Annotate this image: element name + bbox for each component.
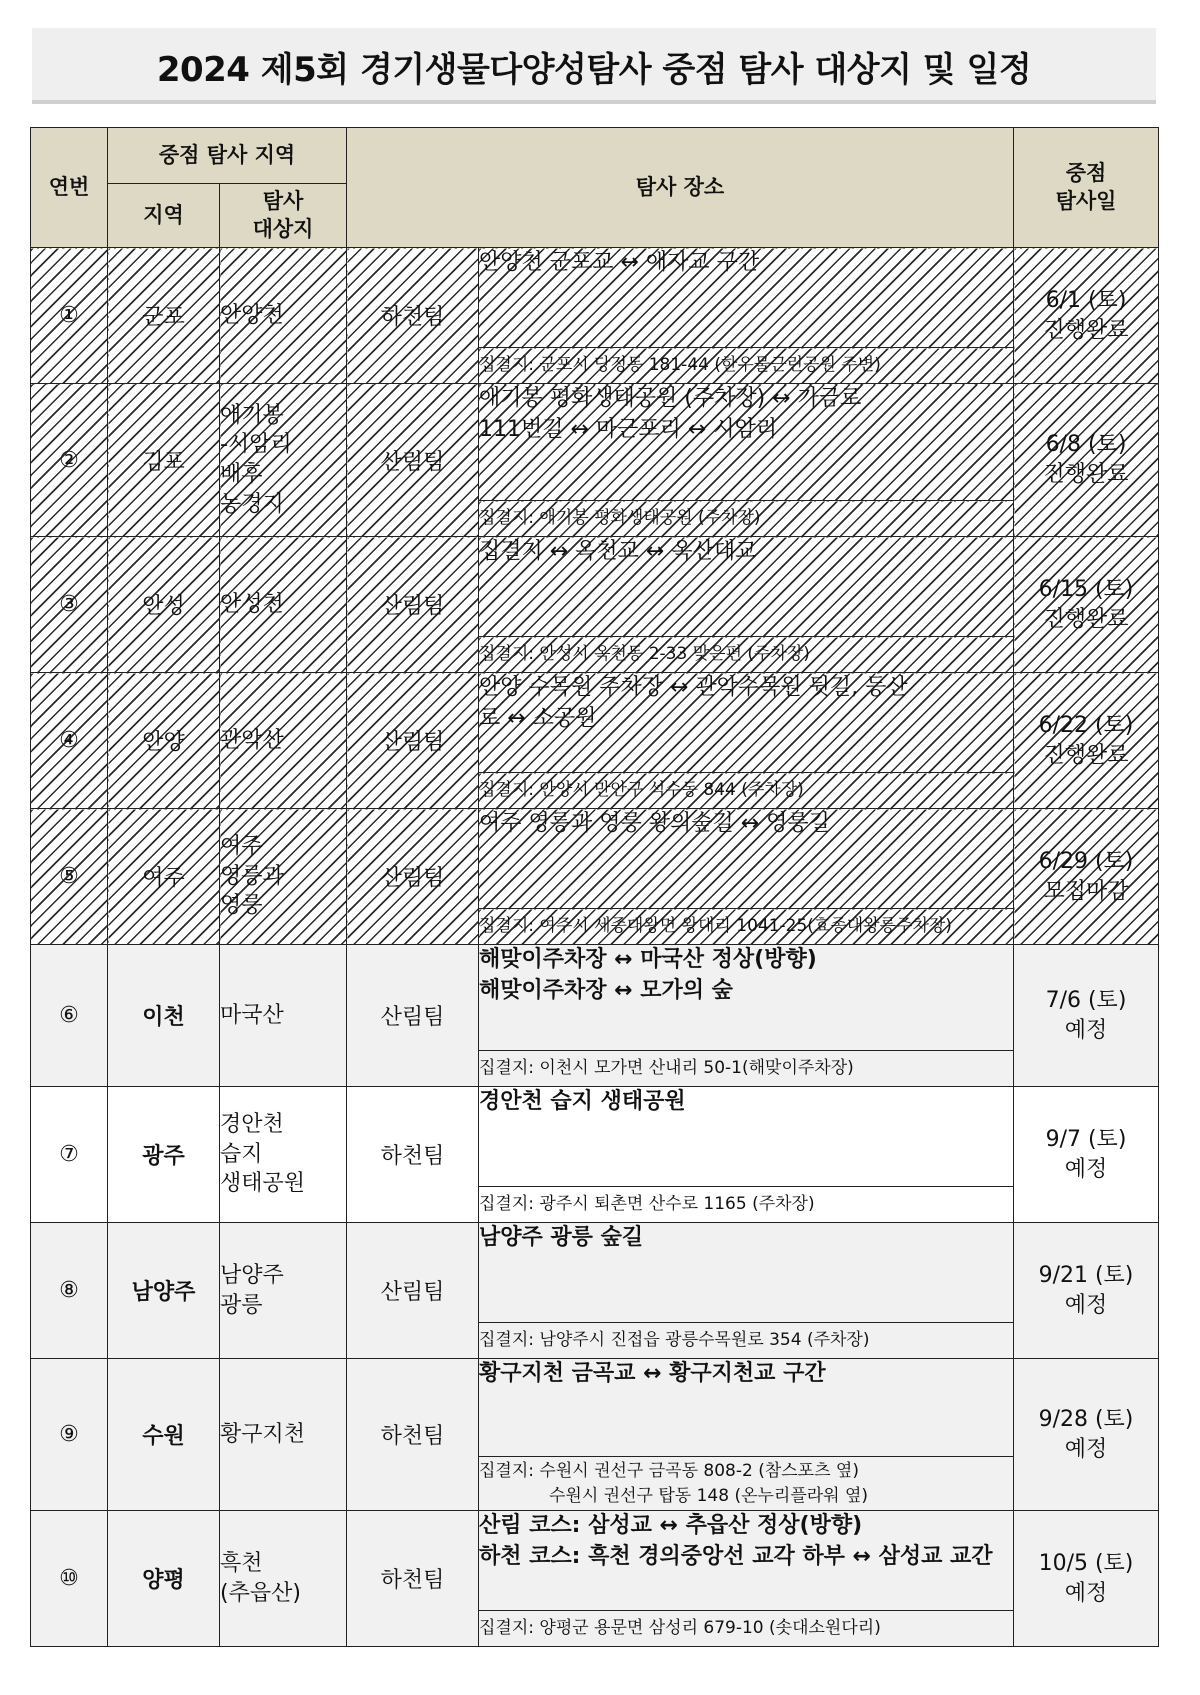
status-text: 진행완료 <box>1043 606 1129 632</box>
region-cell: 안성 <box>108 537 220 673</box>
date-cell <box>1014 1223 1159 1359</box>
meeting-point-cell <box>479 1323 1014 1359</box>
meeting-point-cell <box>479 909 1014 945</box>
date-cell <box>1014 1511 1159 1647</box>
date-cell <box>1014 1359 1159 1511</box>
region-cell: 광주 <box>108 1087 220 1223</box>
date-text: 9/7 (토) <box>1045 1126 1127 1152</box>
schedule-table <box>30 127 1159 1647</box>
row-number: ⑦ <box>31 1087 108 1223</box>
route-cell <box>479 809 1014 909</box>
route-line: 해맞이주차장 ↔ 모가의 숲 <box>479 977 733 1003</box>
table-row <box>31 1511 1159 1611</box>
date-cell <box>1014 1087 1159 1223</box>
date-cell <box>1014 945 1159 1087</box>
target-cell: 남양주 광릉 <box>220 1223 347 1359</box>
route-line: 산림 코스: 삼성교 ↔ 추읍산 정상(방향) <box>479 1513 863 1538</box>
row-number: ⑤ <box>31 809 108 945</box>
status-text: 예정 <box>1064 1292 1108 1318</box>
status-text: 진행완료 <box>1043 462 1129 487</box>
team-cell: 산림팀 <box>347 1223 479 1359</box>
meeting-point-line: 집결지: 이천시 모가면 산내리 50-1(해맞이주차장) <box>479 1058 854 1079</box>
date-text: 6/1 (토) <box>1045 287 1127 313</box>
target-cell: 마국산 <box>220 945 347 1087</box>
meeting-point-cell <box>479 1187 1014 1223</box>
team-cell: 산림팀 <box>347 384 479 537</box>
region-cell: 김포 <box>108 384 220 537</box>
row-number: ⑨ <box>31 1359 108 1511</box>
header-date: 중점 탐사일 <box>1014 128 1159 248</box>
target-cell: 여주 영릉과 영릉 <box>220 809 347 945</box>
meeting-point-line: 집결지: 안양시 만안구 석수동 844 (주차장) <box>479 780 804 801</box>
target-cell: 경안천 습지 생태공원 <box>220 1087 347 1223</box>
team-cell: 산림팀 <box>347 945 479 1087</box>
date-text: 7/6 (토) <box>1045 987 1127 1013</box>
date-text: 9/28 (토) <box>1038 1406 1134 1432</box>
route-cell <box>479 1511 1014 1611</box>
route-line: 안양 수목원 주차장 ↔ 관악수목원 뒷길, 등산 <box>479 675 908 700</box>
status-text: 예정 <box>1064 1017 1108 1043</box>
meeting-point-line: 집결지: 수원시 권선구 금곡동 808-2 (참스포츠 옆) <box>479 1460 859 1481</box>
header-area-group: 중점 탐사 지역 <box>108 128 347 184</box>
header-no: 연번 <box>31 128 108 248</box>
schedule-body <box>31 248 1159 1647</box>
row-number: ② <box>31 384 108 537</box>
page-title: 2024 제5회 경기생물다양성탐사 중점 탐사 대상지 및 일정 <box>156 50 1032 90</box>
row-number: ⑩ <box>31 1511 108 1647</box>
target-cell: 안성천 <box>220 537 347 673</box>
status-text: 예정 <box>1064 1580 1108 1606</box>
meeting-point-line: 집결지: 애기봉 평화생태공원 (주차장) <box>479 508 761 529</box>
table-row <box>31 1223 1159 1323</box>
table-row <box>31 537 1159 637</box>
meeting-point-cell <box>479 1611 1014 1647</box>
route-cell <box>479 945 1014 1051</box>
route-cell <box>479 1359 1014 1457</box>
header-place: 탐사 장소 <box>347 128 1014 248</box>
date-cell <box>1014 384 1159 537</box>
meeting-point-line: 집결지: 남양주시 진접읍 광릉수목원로 354 (주차장) <box>479 1330 870 1351</box>
meeting-point-line: 집결지: 양평군 용문면 삼성리 679-10 (솟대소원다리) <box>479 1618 881 1639</box>
route-cell <box>479 384 1014 501</box>
route-line: 여주 영릉과 영릉 왕의숲길 ↔ 영릉길 <box>479 811 830 836</box>
team-cell: 산림팀 <box>347 673 479 809</box>
target-cell: 황구지천 <box>220 1359 347 1511</box>
route-cell <box>479 248 1014 348</box>
meeting-point-line: 집결지: 여주시 세종대왕면 왕대리 1041-25(효종대왕릉주차장) <box>479 916 952 937</box>
date-text: 9/21 (토) <box>1038 1262 1134 1288</box>
team-cell: 하천팀 <box>347 1359 479 1511</box>
meeting-point-cell <box>479 501 1014 537</box>
target-cell: 안양천 <box>220 248 347 384</box>
region-cell: 이천 <box>108 945 220 1087</box>
status-text: 모집마감 <box>1043 878 1129 904</box>
date-cell <box>1014 809 1159 945</box>
route-cell <box>479 537 1014 637</box>
table-row <box>31 1087 1159 1187</box>
route-line: 111번길 ↔ 마근포리 ↔ 시암리 <box>479 416 778 442</box>
meeting-point-cell <box>479 637 1014 673</box>
team-cell: 산림팀 <box>347 537 479 673</box>
status-text: 예정 <box>1064 1156 1108 1182</box>
status-text: 진행완료 <box>1043 317 1129 343</box>
table-row <box>31 945 1159 1051</box>
team-cell: 하천팀 <box>347 248 479 384</box>
meeting-point-line: 수원시 권선구 탑동 148 (온누리플라워 옆) <box>549 1485 869 1506</box>
region-cell: 수원 <box>108 1359 220 1511</box>
target-cell: 흑천 (추읍산) <box>220 1511 347 1647</box>
header-target: 탐사 대상지 <box>220 184 347 248</box>
date-text: 10/5 (토) <box>1038 1550 1134 1576</box>
row-number: ① <box>31 248 108 384</box>
date-text: 6/22 (토) <box>1038 712 1134 738</box>
team-cell: 하천팀 <box>347 1087 479 1223</box>
row-number: ⑧ <box>31 1223 108 1359</box>
row-number: ③ <box>31 537 108 673</box>
region-cell: 군포 <box>108 248 220 384</box>
team-cell: 산림팀 <box>347 809 479 945</box>
region-cell: 양평 <box>108 1511 220 1647</box>
table-row <box>31 384 1159 501</box>
route-line: 해맞이주차장 ↔ 마국산 정상(방향) <box>479 947 817 972</box>
target-cell: 애기봉 -시암리 배후 농경지 <box>220 384 347 537</box>
row-number: ⑥ <box>31 945 108 1087</box>
region-cell: 안양 <box>108 673 220 809</box>
date-text: 6/8 (토) <box>1045 432 1127 458</box>
route-line: 안양천 군포교 ↔ 애자교 구간 <box>479 250 760 275</box>
status-text: 진행완료 <box>1043 742 1129 768</box>
route-line: 황구지천 금곡교 ↔ 황구지천교 구간 <box>479 1361 826 1386</box>
date-cell <box>1014 248 1159 384</box>
region-cell: 남양주 <box>108 1223 220 1359</box>
status-text: 예정 <box>1064 1436 1108 1462</box>
meeting-point-cell <box>479 1457 1014 1511</box>
route-line: 애기봉 평화생태공원 (주차장) ↔ 가금로 <box>479 386 862 411</box>
team-cell: 하천팀 <box>347 1511 479 1647</box>
meeting-point-line: 집결지: 광주시 퇴촌면 산수로 1165 (주차장) <box>479 1194 815 1215</box>
route-line: 집결지 ↔ 옥천교 ↔ 옥산대교 <box>479 539 757 564</box>
route-line: 경안천 습지 생태공원 <box>479 1089 686 1114</box>
meeting-point-cell <box>479 348 1014 384</box>
route-line: 남양주 광릉 숲길 <box>479 1225 644 1250</box>
table-row <box>31 248 1159 348</box>
date-text: 6/15 (토) <box>1038 576 1134 602</box>
header-region: 지역 <box>108 184 220 248</box>
table-row <box>31 673 1159 773</box>
route-cell <box>479 1087 1014 1187</box>
meeting-point-cell <box>479 1051 1014 1087</box>
region-cell: 여주 <box>108 809 220 945</box>
date-text: 6/29 (토) <box>1038 848 1134 874</box>
table-row <box>31 809 1159 909</box>
meeting-point-line: 집결지: 군포시 당정동 181-44 (한우물근린공원 주변) <box>479 355 881 376</box>
meeting-point-line: 집결지: 안성시 옥천동 2-33 맞은편 (주차장) <box>479 644 810 665</box>
date-cell <box>1014 673 1159 809</box>
target-cell: 관악산 <box>220 673 347 809</box>
title-banner <box>32 28 1156 104</box>
route-cell <box>479 1223 1014 1323</box>
table-row <box>31 1359 1159 1457</box>
date-cell <box>1014 537 1159 673</box>
route-line: 하천 코스: 흑천 경의중앙선 교각 하부 ↔ 삼성교 교간 <box>479 1543 993 1569</box>
route-cell <box>479 673 1014 773</box>
route-line: 로 ↔ 소공원 <box>479 705 597 731</box>
row-number: ④ <box>31 673 108 809</box>
meeting-point-cell <box>479 773 1014 809</box>
